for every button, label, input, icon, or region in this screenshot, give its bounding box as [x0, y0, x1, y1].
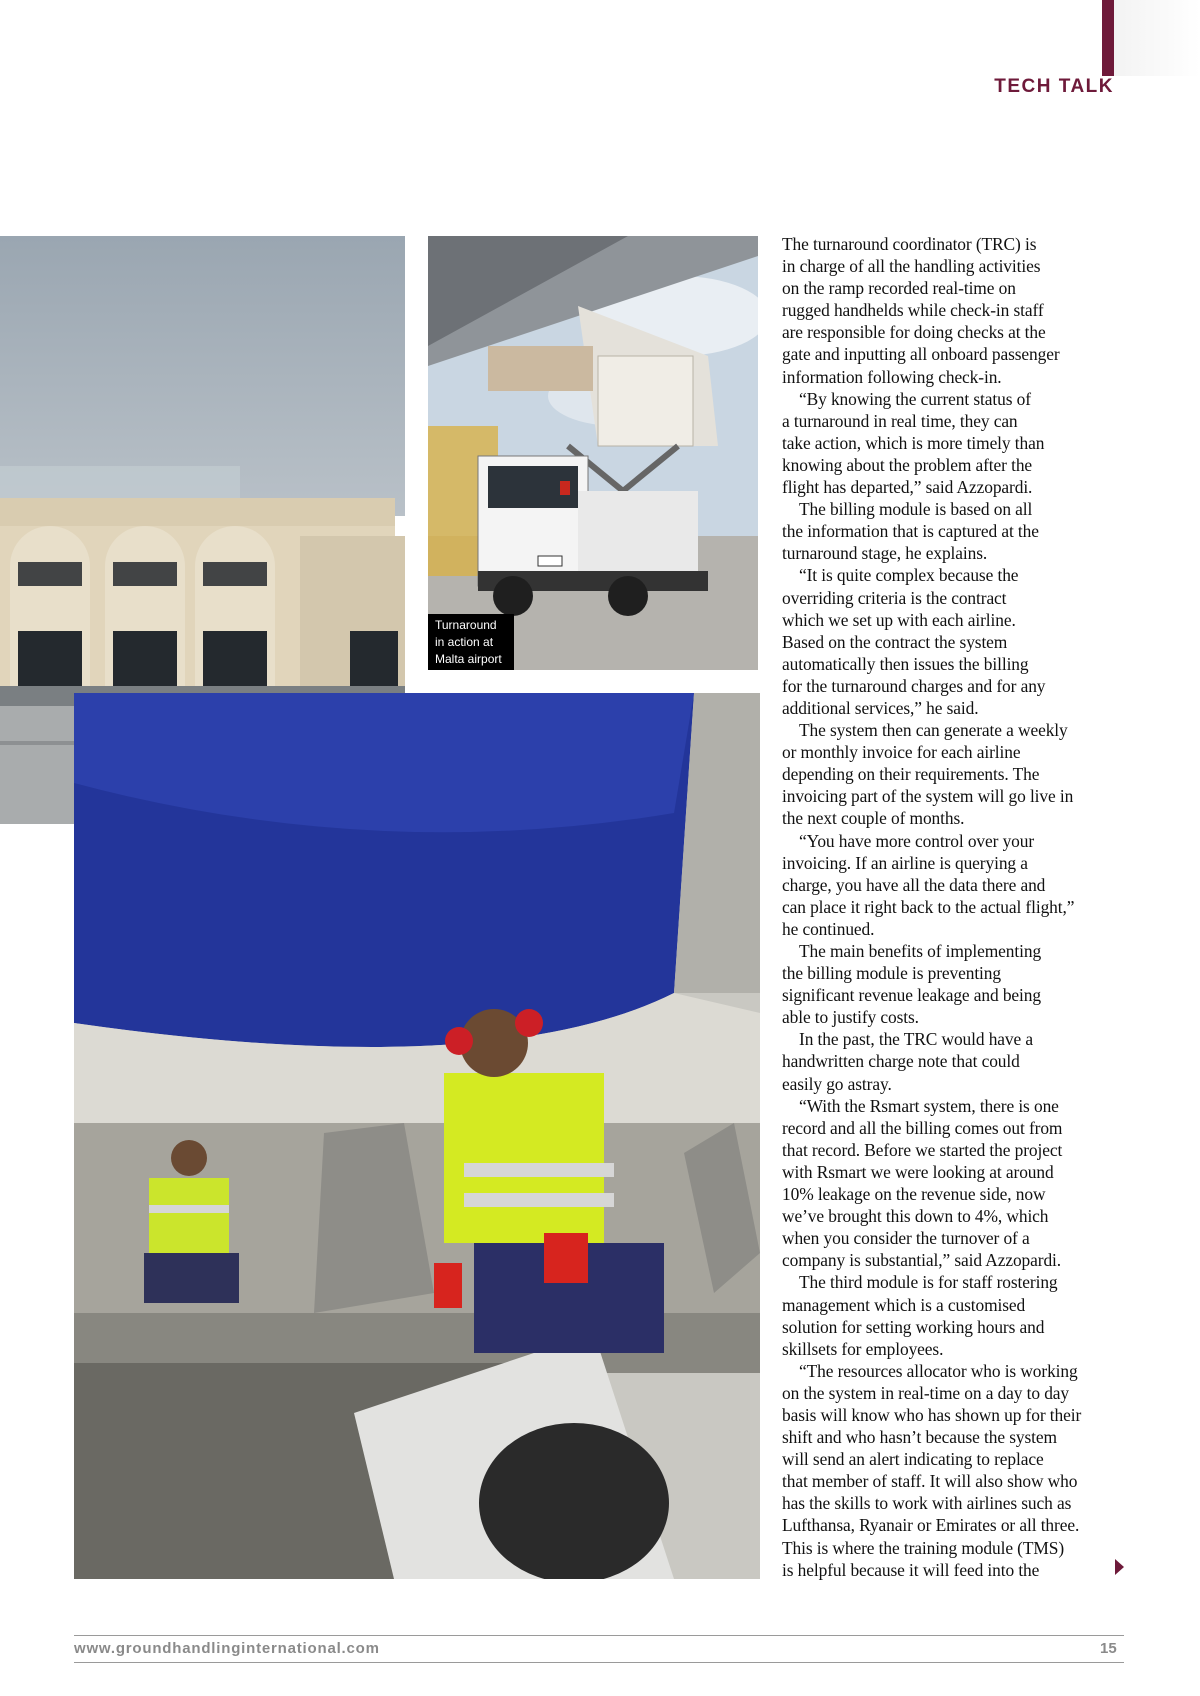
article-paragraph: [782, 388, 1117, 498]
text-line: skillsets for employees.: [782, 1338, 944, 1359]
text-line: “With the Rsmart system, there is one: [799, 1095, 1059, 1116]
text-line: “The resources allocator who is working: [799, 1360, 1078, 1381]
text-line: the next couple of months.: [782, 808, 965, 829]
article-paragraph: [782, 940, 1117, 1028]
text-line: overriding criteria is the contract: [782, 587, 1007, 608]
text-line: that member of staff. It will also show who: [782, 1471, 1078, 1492]
text-line: basis will know who has shown up for their: [782, 1404, 1082, 1425]
text-line: which we set up with each airline.: [782, 609, 1016, 630]
text-line: flight has departed,” said Azzopardi.: [782, 477, 1033, 498]
caption-line: Turnaround: [435, 618, 497, 632]
caption-line: Malta airport: [435, 652, 502, 666]
article-paragraph: [782, 498, 1117, 564]
text-line: additional services,” he said.: [782, 697, 979, 718]
text-line: automatically then issues the billing: [782, 653, 1029, 674]
text-line: information following check-in.: [782, 366, 1002, 387]
text-line: are responsible for doing checks at the: [782, 322, 1046, 343]
footer-website: www.groundhandlinginternational.com: [74, 1640, 380, 1657]
text-line: invoicing part of the system will go live in: [782, 786, 1074, 807]
footer-rule-top: [74, 1635, 1124, 1636]
article-body: [782, 233, 1117, 1581]
section-label: TECH TALK: [994, 76, 1114, 97]
text-line: he continued.: [782, 918, 875, 939]
text-line: that record. Before we started the project: [782, 1139, 1063, 1160]
page-number: 15: [1100, 1640, 1117, 1657]
continue-arrow-icon: [1115, 1559, 1124, 1575]
text-line: solution for setting working hours and: [782, 1316, 1045, 1337]
text-line: management which is a customised: [782, 1294, 1026, 1315]
text-line: “It is quite complex because the: [799, 565, 1019, 586]
text-line: The billing module is based on all: [799, 499, 1033, 520]
text-line: In the past, the TRC would have a: [799, 1029, 1034, 1050]
article-paragraph: [782, 1095, 1117, 1272]
footer-rule-bottom: [74, 1662, 1124, 1663]
caption-line: in action at: [435, 635, 494, 649]
text-line: easily go astray.: [782, 1073, 892, 1094]
text-line: able to justify costs.: [782, 1007, 919, 1028]
text-line: Lufthansa, Ryanair or Emirates or all three.: [782, 1515, 1080, 1536]
article-paragraph: [782, 719, 1117, 829]
text-line: turnaround stage, he explains.: [782, 543, 988, 564]
article-paragraph: [782, 1360, 1117, 1581]
text-line: for the turnaround charges and for any: [782, 675, 1046, 696]
text-line: with Rsmart we were looking at around: [782, 1161, 1054, 1182]
text-line: handwritten charge note that could: [782, 1051, 1020, 1072]
text-line: the information that is captured at the: [782, 521, 1039, 542]
text-line: charge, you have all the data there and: [782, 874, 1046, 895]
catering-truck-photo: [428, 236, 758, 670]
text-line: significant revenue leakage and being: [782, 985, 1041, 1006]
text-line: gate and inputting all onboard passenger: [782, 344, 1060, 365]
text-line: we’ve brought this down to 4%, which: [782, 1206, 1049, 1227]
text-line: the billing module is preventing: [782, 963, 1001, 984]
article-paragraph: [782, 233, 1117, 388]
text-line: when you consider the turnover of a: [782, 1228, 1030, 1249]
text-line: “By knowing the current status of: [799, 388, 1031, 409]
cargo-hold-crew-photo: [74, 693, 760, 1579]
text-line: 10% leakage on the revenue side, now: [782, 1184, 1046, 1205]
article-paragraph: [782, 830, 1117, 940]
text-line: a turnaround in real time, they can: [782, 410, 1018, 431]
article-paragraph: [782, 1271, 1117, 1359]
text-line: The third module is for staff rostering: [799, 1272, 1058, 1293]
text-line: in charge of all the handling activities: [782, 256, 1041, 277]
text-line: is helpful because it will feed into the: [782, 1559, 1040, 1580]
text-line: shift and who hasn’t because the system: [782, 1427, 1057, 1448]
text-line: can place it right back to the actual flight,”: [782, 896, 1075, 917]
header-fade: [1114, 0, 1200, 76]
text-line: on the ramp recorded real-time on: [782, 278, 1016, 299]
text-line: take action, which is more timely than: [782, 432, 1045, 453]
text-line: knowing about the problem after the: [782, 454, 1033, 475]
article-paragraph: [782, 1028, 1117, 1094]
text-line: The main benefits of implementing: [799, 941, 1042, 961]
text-line: The turnaround coordinator (TRC) is: [782, 234, 1037, 254]
text-line: The system then can generate a weekly: [799, 720, 1068, 741]
text-line: “You have more control over your: [799, 830, 1035, 851]
text-line: or monthly invoice for each airline: [782, 742, 1021, 763]
article-paragraph: [782, 564, 1117, 719]
text-line: invoicing. If an airline is querying a: [782, 852, 1028, 873]
text-line: depending on their requirements. The: [782, 764, 1040, 785]
text-line: record and all the billing comes out from: [782, 1117, 1063, 1138]
text-line: This is where the training module (TMS): [782, 1537, 1065, 1558]
text-line: rugged handhelds while check-in staff: [782, 300, 1044, 321]
text-line: company is substantial,” said Azzopardi.: [782, 1250, 1062, 1271]
text-line: has the skills to work with airlines such as: [782, 1493, 1072, 1514]
text-line: on the system in real-time on a day to day: [782, 1382, 1070, 1403]
photo-caption: [428, 614, 514, 670]
text-line: Based on the contract the system: [782, 631, 1008, 652]
text-line: will send an alert indicating to replace: [782, 1449, 1044, 1470]
header-accent-bar: [1102, 0, 1114, 76]
